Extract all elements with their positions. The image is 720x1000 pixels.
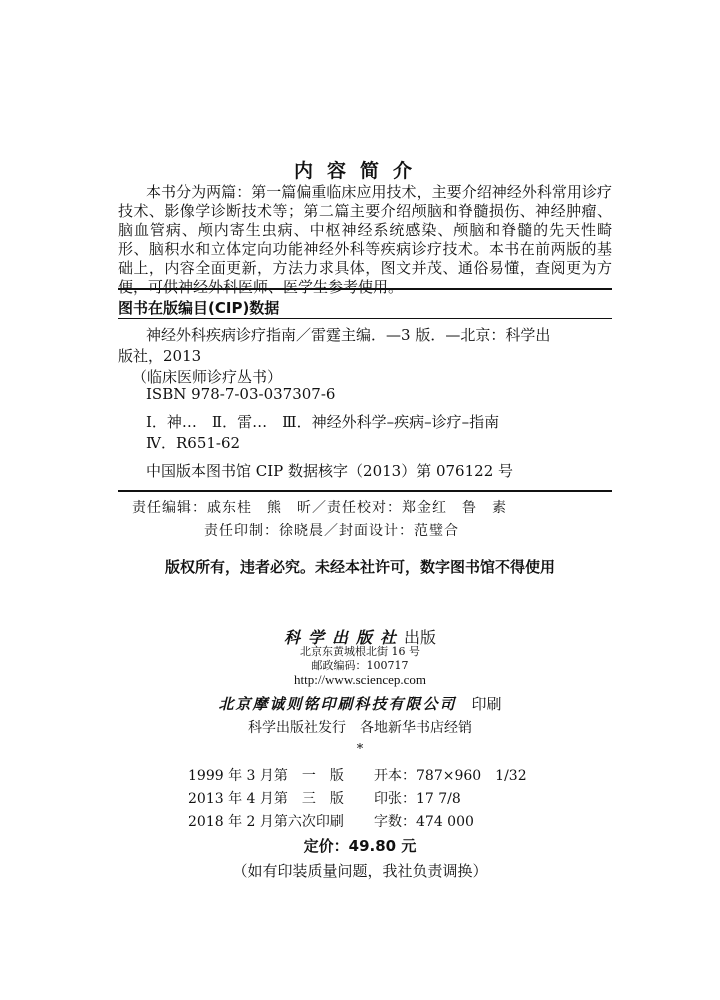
divider-editors	[118, 490, 612, 492]
cip-classification-2: Ⅳ．R651-62	[146, 434, 241, 452]
publisher-suffix: 出版	[404, 628, 437, 647]
publisher-name: 科学出版社	[283, 628, 404, 647]
cip-check-number: 中国版本图书馆 CIP 数据核字（2013）第 076122 号	[146, 462, 514, 480]
distribution-line: 科学出版社发行 各地新华书店经销	[248, 720, 472, 736]
star-separator: *	[356, 742, 364, 757]
spec-detail: 字数：474 000	[374, 814, 474, 830]
quality-note: （如有印装质量问题，我社负责调换）	[232, 862, 488, 880]
price: 定价：49.80 元	[303, 837, 417, 855]
spec-detail: 开本：787×960 1/32	[374, 768, 527, 784]
cip-classification-1: Ⅰ．神… Ⅱ．雷… Ⅲ．神经外科学–疾病–诊疗–指南	[146, 413, 500, 431]
spec-row	[188, 765, 527, 785]
page-title: 内容简介	[293, 160, 426, 182]
spec-detail: 印张：17 7/8	[374, 791, 461, 807]
publisher-postcode: 邮政编码：100717	[311, 659, 409, 672]
cip-isbn: ISBN 978-7-03-037307-6	[146, 385, 336, 403]
publisher-address: 北京东黄城根北街 16 号	[300, 645, 420, 658]
editors-line-1: 责任编辑：戚东桂 熊 昕／责任校对：郑金红 鲁 素	[132, 500, 507, 516]
cip-line-2: 版社，2013	[118, 347, 202, 365]
printer-suffix: 印刷	[471, 695, 502, 713]
cip-line-1: 神经外科疾病诊疗指南／雷霆主编．—3 版．—北京：科学出	[146, 326, 551, 344]
divider-top	[118, 288, 612, 290]
summary-paragraph: 本书分为两篇：第一篇偏重临床应用技术，主要介绍神经外科常用诊疗技术、影像学诊断技术等；第二篇主要介绍颅脑和脊髓损伤、神经肿瘤、脑血管病、颅内寄生虫病、中枢神经系统感染、颅脑和脊髓的先天性畸形、脑积水和立体定向功能神经外科等疾病诊疗技术。本书在前两版的基础上，内容全面更新，方法力求具体，图文并茂、通俗易懂，查阅更为方便，可供神经外科医师、医学生参考使用。	[118, 183, 612, 296]
spec-row	[188, 811, 474, 831]
spec-edition: 2018 年 2 月第六次印刷	[188, 814, 344, 830]
spec-edition: 1999 年 3 月第 一 版	[188, 768, 344, 784]
copyright-notice: 版权所有，违者必究。未经本社许可，数字图书馆不得使用	[164, 558, 555, 576]
divider-cip	[118, 318, 612, 319]
printer-line	[0, 693, 720, 714]
editors-line-2: 责任印制：徐晓晨／封面设计：范璧合	[204, 523, 459, 539]
cip-series: （临床医师诊疗丛书）	[132, 368, 283, 386]
spec-row	[188, 788, 461, 808]
printer-name: 北京摩诚则铭印刷科技有限公司	[218, 695, 457, 713]
cip-heading: 图书在版编目(CIP)数据	[118, 299, 280, 317]
publisher-url: http://www.sciencep.com	[293, 672, 426, 687]
spec-edition: 2013 年 4 月第 三 版	[188, 791, 344, 807]
